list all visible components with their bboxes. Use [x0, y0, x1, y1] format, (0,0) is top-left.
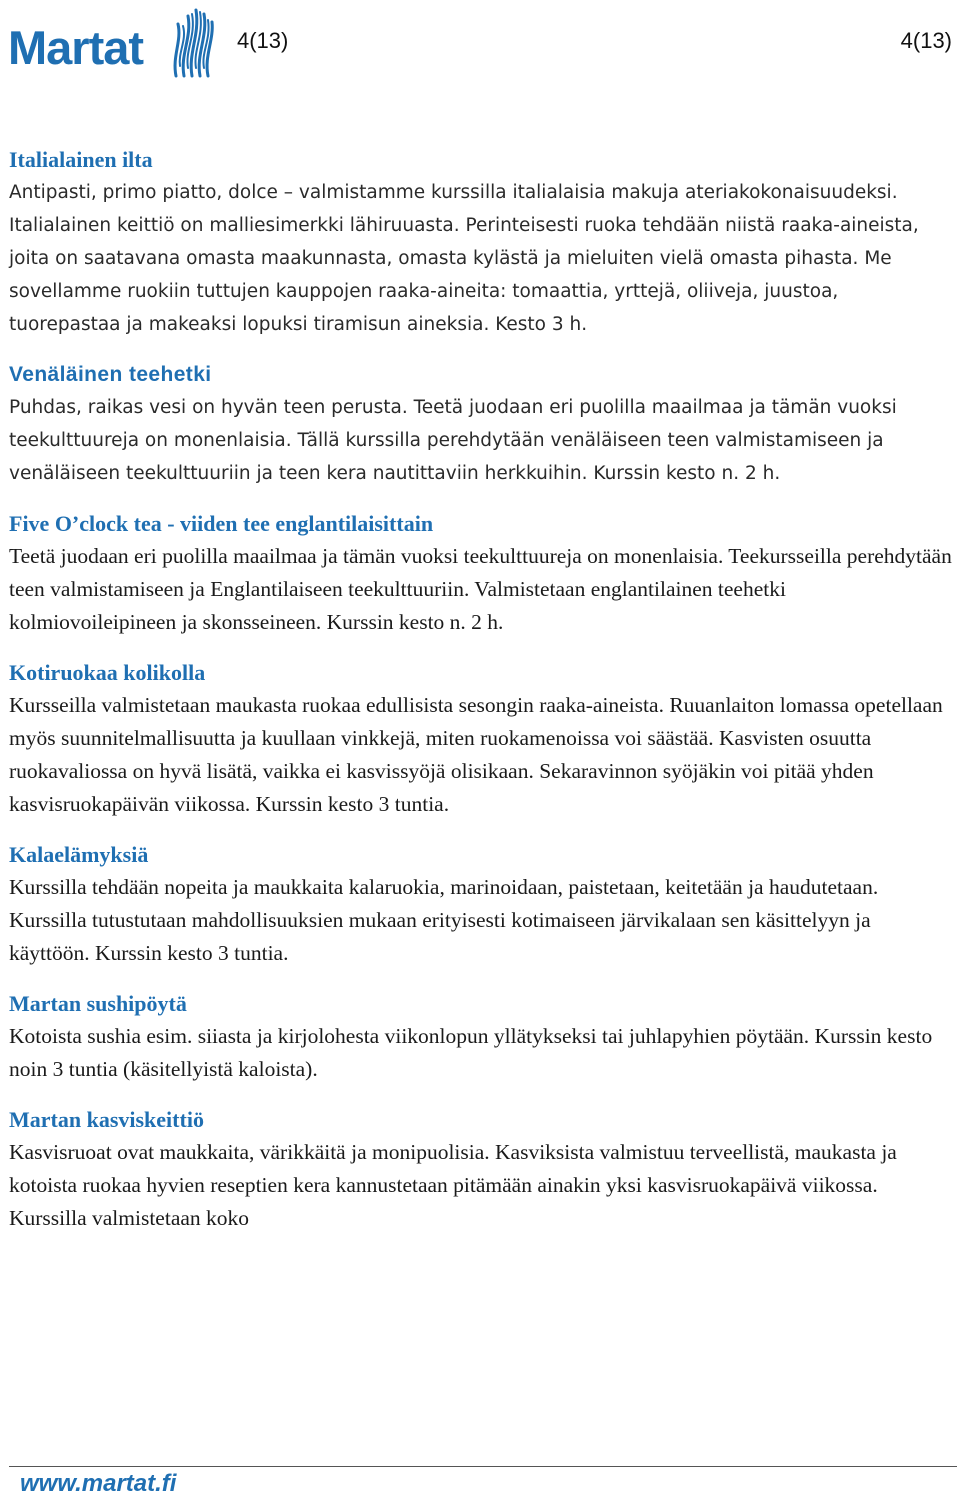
footer-divider: [9, 1466, 957, 1467]
section-title: Italialainen ilta: [9, 147, 153, 172]
section-five-oclock-tea: [9, 507, 954, 639]
section-body: Teetä juodaan eri puolilla maailmaa ja tämän vuoksi teekulttuureja on monenlaisia. Teekursseilla perehdytään teen valmistamiseen ja Englantilaiseen teekulttuuriin. Valmistetaan englantilainen teehetki kolmiovoileipineen ja skonsseineen. Kurssin kesto n. 2 h.: [9, 544, 952, 634]
logo-wordmark: Martat: [8, 21, 144, 74]
page-header: [0, 0, 960, 110]
wave-emblem-icon: [168, 6, 220, 78]
section-body: Antipasti, primo piatto, dolce – valmistamme kurssilla italialaisia makuja ateriakokonaisuudeksi. Italialainen keittiö on malliesimerkki lähiruuasta. Perinteisesti ruoka tehdään niistä raaka-aineista, joita on saatavana omasta maakunnasta, omasta kylästä ja mieluiten vielä omasta pihasta. Me sovellamme ruokiin tuttujen kauppojen raaka-aineita: tomaattia, yrttejä, oliiveja, juustoa, tuorepastaa ja makeaksi lopuksi tiramisun aineksia. Kesto 3 h.: [9, 182, 919, 335]
page-number-left: 4(13): [237, 28, 289, 53]
section-title: Martan kasviskeittiö: [9, 1107, 204, 1132]
martat-logo[interactable]: [8, 6, 220, 78]
section-martan-kasviskeittio: [9, 1103, 954, 1235]
section-body: Kotoista sushia esim. siiasta ja kirjolohesta viikonlopun yllätykseksi tai juhlapyhien pöytään. Kurssin kesto noin 3 tuntia (käsitellyistä kaloista).: [9, 1024, 933, 1081]
footer-website-link[interactable]: www.martat.fi: [20, 1470, 177, 1497]
document-body: [9, 143, 954, 1252]
section-italialainen-ilta: [9, 143, 954, 341]
section-title: Venäläinen teehetki: [9, 363, 212, 386]
section-body: Puhdas, raikas vesi on hyvän teen perusta. Teetä juodaan eri puolilla maailmaa ja tämän vuoksi teekulttuureja on monenlaisia. Tällä kurssilla perehdytään venäläiseen teen valmistamiseen ja venäläiseen teekulttuuriin ja teen kera nautittaviin herkkuihin. Kurssin kesto n. 2 h.: [9, 397, 897, 484]
section-body: Kursseilla valmistetaan maukasta ruokaa edullisista sesongin raaka-aineista. Ruuanlaiton lomassa opetellaan myös suunnitelmallisuutta ja kuullaan vinkkejä, miten ruokamenoissa voi säästää. Kasvisten osuutta ruokavaliossa on hyvä lisätä, vaikka ei kasvissyöjä olisikaan. Sekaravinnon syöjäkin voi pitää yhden kasvisruokapäivän viikossa. Kurssin kesto 3 tuntia.: [9, 693, 943, 816]
section-title: Kotiruokaa kolikolla: [9, 660, 206, 685]
section-title: Martan sushipöytä: [9, 991, 187, 1016]
section-kalaelamyksia: [9, 838, 954, 970]
section-kotiruokaa-kolikolla: [9, 656, 954, 821]
section-body: Kasvisruoat ovat maukkaita, värikkäitä ja monipuolisia. Kasviksista valmistuu terveellistä, maukasta ja kotoista ruokaa hyvien reseptien kera kannustetaan pitämään ainakin yksi kasvisruokapäivä viikossa. Kurssilla valmistetaan koko: [9, 1140, 897, 1230]
section-title: Kalaelämyksiä: [9, 842, 149, 867]
section-venalainen-teehetki: [9, 358, 954, 490]
section-martan-sushipoyta: [9, 987, 954, 1086]
section-body: Kurssilla tehdään nopeita ja maukkaita kalaruokia, marinoidaan, paistetaan, keitetään ja haudutetaan. Kurssilla tutustutaan mahdollisuuksien mukaan erityisesti kotimaiseen järvikalaan sen käsittelyyn ja käyttöön. Kurssin kesto 3 tuntia.: [9, 875, 879, 965]
page-number-right: 4(13): [900, 28, 952, 53]
section-title: Five O’clock tea - viiden tee englantilaisittain: [9, 511, 434, 536]
